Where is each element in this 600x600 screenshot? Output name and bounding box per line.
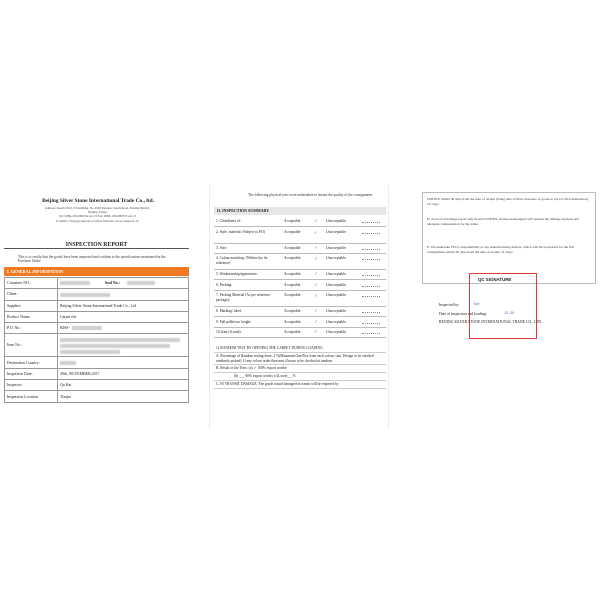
unacceptable-label: Unacceptable: — [326, 219, 347, 223]
unacceptable-label: Unacceptable: — [326, 293, 347, 297]
acceptable-label: Acceptable: — [284, 245, 302, 250]
inspection-date-label: Date of inspection and loading: — [439, 312, 487, 316]
summary-item-label: 8. Marking/ label: — [216, 309, 242, 313]
report-title: INSPECTION REPORT — [65, 242, 128, 248]
acceptable-label: Acceptable: — [284, 319, 302, 324]
row-label: Item No.: — [5, 334, 58, 357]
summary-item-label: 6. Packing: — [216, 282, 233, 287]
address-line: E-MAIL: Vicky@conprotec.com.cn Website: www.conprotec.cn — [56, 218, 139, 223]
table-row — [5, 380, 189, 391]
inspected-by-label: Inspected by: — [439, 303, 460, 307]
unacceptable-label: Unacceptable: — [326, 245, 347, 250]
summary-row — [214, 243, 386, 254]
table-row — [5, 323, 189, 334]
check-mark-icon: ✓ — [314, 329, 318, 334]
row-value — [58, 278, 189, 289]
table-row — [5, 300, 189, 311]
unacceptable-label: Unacceptable: — [326, 229, 347, 234]
row-value: 30th, NOVEMBER,2017 — [58, 368, 189, 379]
table-row — [5, 334, 189, 357]
check-mark-icon: ✓ — [314, 256, 318, 261]
report-page-2 — [209, 185, 389, 430]
address-line: Tel: 0086-1052280354 ext.13 Fax: 0086-1052280355 ext.13 — [58, 214, 137, 219]
check-mark-icon: ✓ — [314, 244, 318, 250]
unacceptable-label: Unacceptable: — [326, 272, 347, 276]
row-label: Container NO.: — [5, 278, 58, 289]
tests-intro: The following physical tests were undertaken to ensure the quality of the consignment: — [248, 193, 373, 197]
table-row — [5, 289, 189, 300]
inspector-signature: Kai — [474, 302, 480, 306]
terms-para-3: E. We undertake FULL responsibility of any manufacturing defects, which will have reported for the full consignment within 30 days from the date of receipt of cargo. — [427, 245, 574, 254]
summary-row — [214, 216, 386, 227]
summary-row — [214, 317, 386, 328]
random-test-b2: (b) ___ 90% export worthy (c)Lower___% — [214, 373, 386, 381]
report-page-3 — [416, 185, 600, 430]
table-row — [5, 391, 189, 402]
check-mark-icon: ✓ — [314, 318, 318, 324]
random-test-section — [214, 345, 386, 389]
unacceptable-blank — [362, 323, 380, 324]
company-footer: BEIJING SILVER STONE INTERNATIONAL TRADE CO., LTD. — [439, 320, 543, 324]
intro-text: This is to certify that the goods have been inspected and confirm to the specifications mentioned in the Purchase Order: — [18, 255, 166, 264]
summary-item-label: 1. Cleanliness of: — [216, 219, 242, 223]
row-label: Product Name: — [5, 311, 58, 322]
unacceptable-label: Unacceptable: — [326, 282, 347, 287]
qc-signature-box — [469, 273, 537, 339]
unacceptable-blank — [362, 286, 380, 287]
unacceptable-label: Unacceptable: — [326, 309, 347, 313]
check-mark-icon: ✓ — [314, 308, 318, 313]
transit-damage: C. IN TRANSIT DAMAGE: The goods found damaged in transit will be reported by — [214, 381, 386, 389]
row-value — [58, 334, 189, 357]
row-value: Tianjin — [58, 391, 189, 402]
row-value: Carpet tile — [58, 311, 189, 322]
acceptable-label: Acceptable: — [284, 293, 302, 297]
acceptable-label: Acceptable: — [284, 219, 302, 223]
row-label: Inspection Date: — [5, 368, 58, 379]
summary-item-label: 2. Style, material: (Subject to PO) — [216, 229, 265, 234]
table-row — [5, 368, 189, 379]
terms-para-2: D. A proof of damage report will be sent UNITEX and the undersigned will present the damage analysis and adequate compensation for the same. — [427, 217, 579, 226]
report-page-1 — [0, 185, 193, 415]
row-label: Inspection Location — [5, 391, 58, 402]
check-mark-icon: ✓ — [314, 218, 318, 223]
summary-item-label: 7. Packing Material (As per reference package): — [216, 293, 271, 302]
table-row — [5, 278, 189, 289]
summary-item-label: 10.Joint (if used): — [216, 330, 242, 334]
general-info-table — [4, 277, 189, 403]
unacceptable-blank — [362, 233, 380, 234]
row-label: Destination Country: — [5, 357, 58, 368]
check-mark-icon: ✓ — [314, 271, 318, 276]
title-divider — [4, 248, 189, 249]
unacceptable-label: Unacceptable: — [326, 256, 347, 260]
summary-row — [214, 290, 386, 307]
row-label: P.O. No.: — [5, 323, 58, 334]
summary-item-label: 9. Full pallet/sea freight: — [216, 319, 252, 324]
redacted-value — [60, 281, 90, 285]
general-info-header: I. GENERAL INFORMATION — [4, 267, 189, 276]
random-test-b: B. Result of the Tests: (a) ✓ 100% export worthy — [214, 365, 386, 373]
redacted-value — [60, 350, 120, 354]
check-mark-icon: ✓ — [314, 293, 318, 298]
random-test-a: A. Percentage of Random testing done: 2 %(Minimum One Box from each colour, size, Design to be checked randomly picked). If any colour order then min 4 boxes to be checked at random. — [214, 353, 386, 366]
acceptable-label: Acceptable: — [284, 330, 302, 334]
address-line: Beijing, China — [88, 210, 107, 215]
acceptable-label: Acceptable: — [284, 309, 302, 313]
summary-row — [214, 253, 386, 270]
summary-row — [214, 269, 386, 280]
summary-item-label: 4. Colour matching: (Within dye lot tolerance) — [216, 256, 268, 265]
summary-row — [214, 280, 386, 291]
unacceptable-blank — [362, 312, 380, 313]
row-label: Supplier: — [5, 300, 58, 311]
redacted-value — [72, 326, 102, 330]
check-mark-icon: ✓ — [314, 281, 318, 287]
row-value — [58, 357, 189, 368]
check-mark-icon: ✓ — [314, 229, 318, 235]
row-value: Beijing Silver Stone International Trade Co., Ltd — [58, 300, 189, 311]
address-line: Address: Room 2016, F4 building, No.1006 Renqiao South Road, Daxing District, — [44, 206, 151, 210]
row-label: Client: — [5, 289, 58, 300]
signed-date: 11.30 — [504, 311, 515, 315]
redacted-value — [60, 293, 110, 297]
row-value — [58, 289, 189, 300]
unacceptable-blank — [362, 275, 380, 276]
table-row — [5, 357, 189, 368]
unacceptable-blank — [362, 249, 380, 250]
row-value — [58, 323, 189, 334]
company-name: Beijing Silver Stone International Trade Co., ltd. — [42, 198, 154, 204]
acceptable-label: Acceptable: — [284, 229, 302, 234]
summary-row — [214, 227, 386, 244]
unacceptable-blank — [362, 259, 380, 260]
redacted-value — [60, 361, 76, 365]
unacceptable-blank — [362, 333, 380, 334]
row-value: Qu Kai — [58, 380, 189, 391]
terms-para-1: UNITEX within 30 days from the date of receipt (being date of tibet clearance of goods at port of final destination) of cargo. — [427, 197, 589, 206]
company-address — [10, 206, 185, 223]
summary-item-label: 5. Workmanship/appearance: — [216, 272, 258, 276]
acceptable-label: Acceptable: — [284, 256, 302, 260]
summary-row — [214, 327, 386, 338]
seal-label: Seal No.: — [104, 281, 120, 286]
random-test-title: 11.RANDOM TEST BY OPENING THE CARPET DURING LOADING — [214, 345, 386, 353]
table-row — [5, 311, 189, 322]
row-label: Inspector: — [5, 380, 58, 391]
redacted-value — [60, 344, 170, 348]
unacceptable-label: Unacceptable: — [326, 330, 347, 334]
summary-header: II. INSPECTION SUMMARY — [214, 207, 386, 215]
po-prefix: BJSS- — [60, 326, 70, 331]
redacted-value — [127, 281, 155, 285]
terms-box — [422, 192, 596, 284]
summary-row — [214, 306, 386, 317]
acceptable-label: Acceptable: — [284, 272, 302, 276]
unacceptable-blank — [362, 296, 380, 297]
unacceptable-blank — [362, 222, 380, 223]
redacted-value — [60, 338, 180, 342]
qc-signature-title: QC SIGNATURE — [478, 277, 512, 282]
summary-item-label: 3. Size: — [216, 245, 227, 250]
unacceptable-label: Unacceptable: — [326, 319, 347, 324]
acceptable-label: Acceptable: — [284, 282, 302, 287]
